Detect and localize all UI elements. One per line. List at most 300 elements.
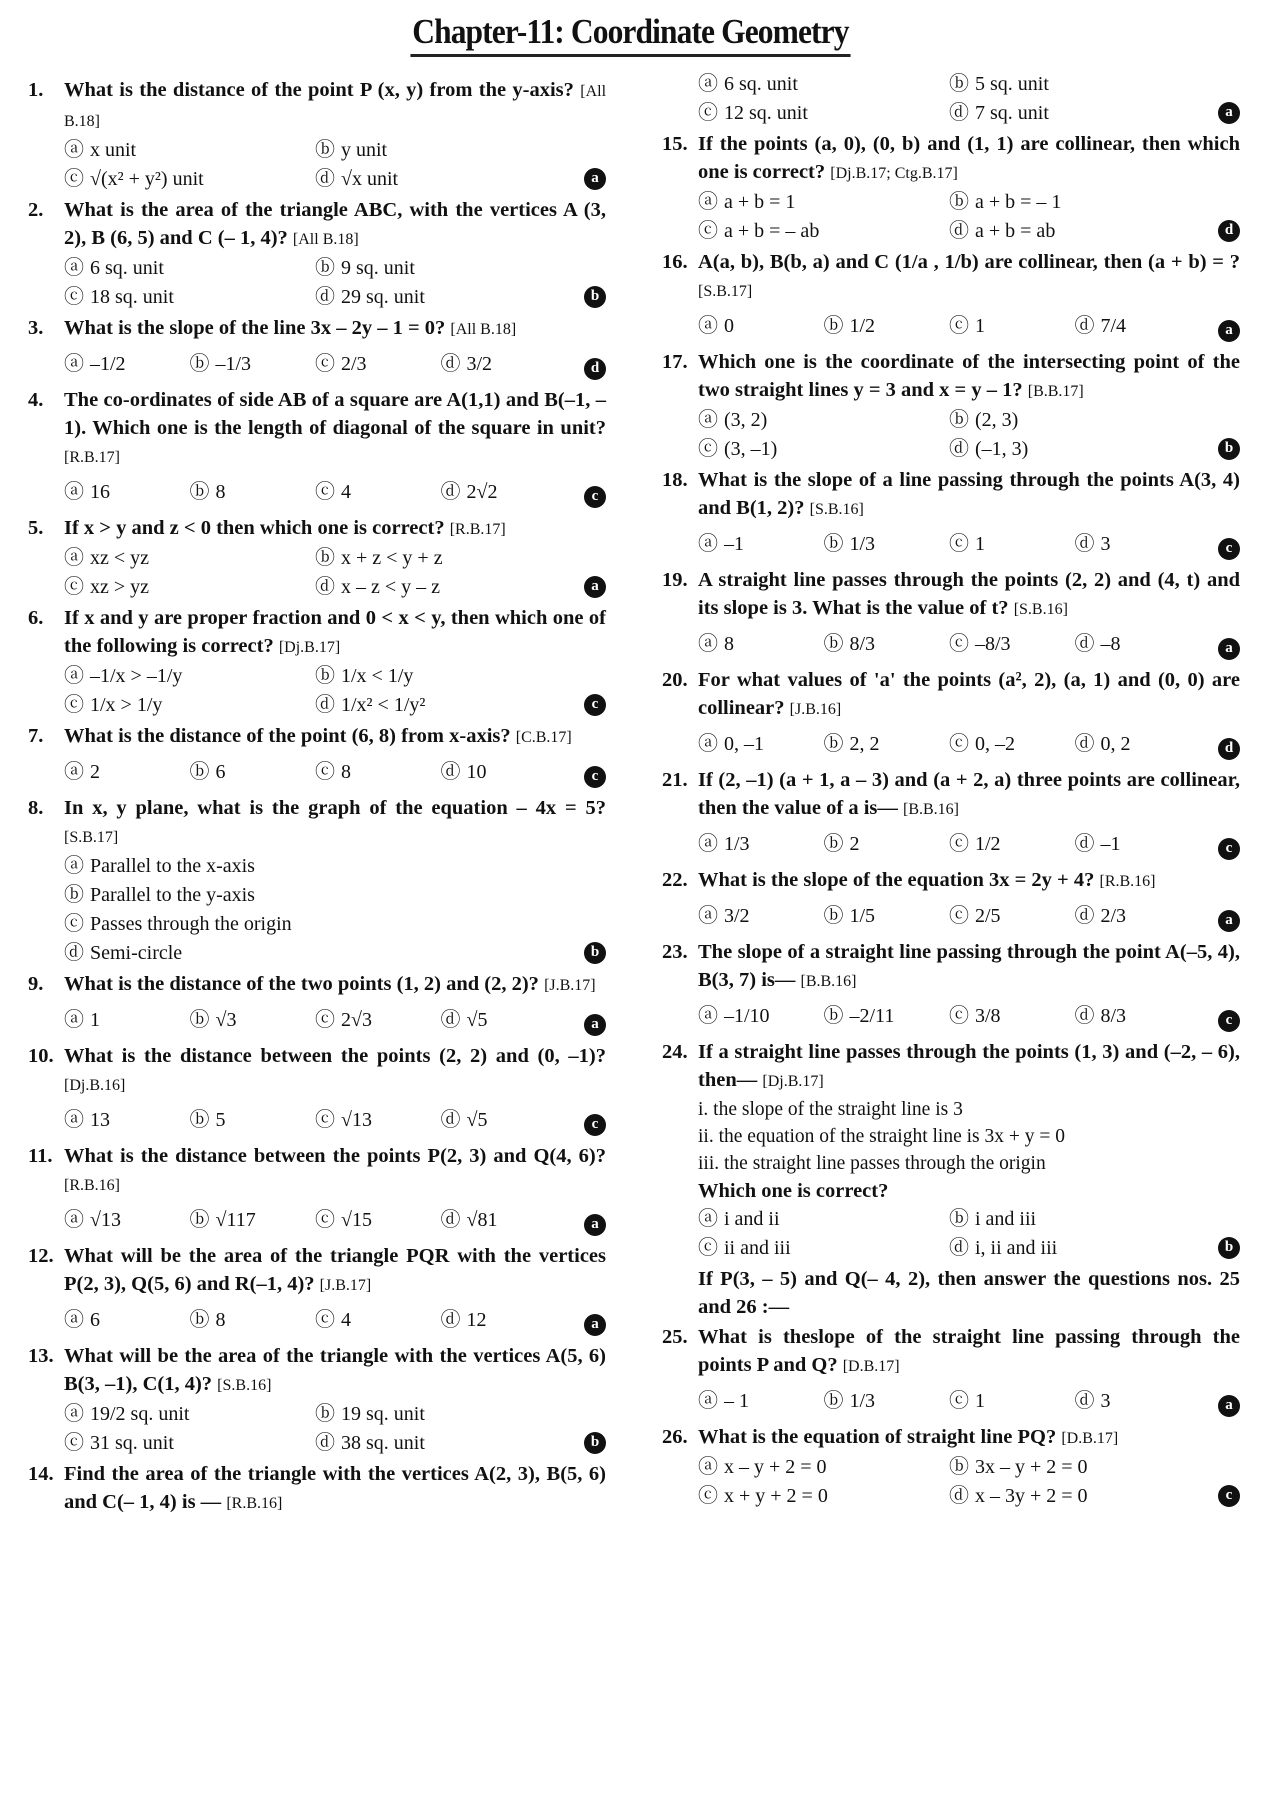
statement: i. the slope of the straight line is 3 (698, 1099, 963, 1120)
option-d[interactable] (1075, 896, 1201, 936)
question-number: 21. (662, 769, 688, 791)
option-letter-icon: ⓑ (315, 547, 335, 569)
options (28, 1400, 606, 1458)
question-body: If the points (a, 0), (0, b) and (1, 1) are collinear, then which one is correct? (698, 133, 1240, 183)
board-reference: [S.B.16] (809, 501, 864, 518)
answer-badge: b (584, 942, 606, 964)
answer-badge: c (584, 486, 606, 508)
option-letter-icon: ⓑ (189, 481, 210, 503)
option-text: 0, –1 (724, 733, 764, 755)
option-a[interactable] (698, 188, 949, 217)
board-reference: [All B.18] (450, 321, 517, 338)
option-text: 5 (215, 1109, 226, 1131)
option-b[interactable] (949, 188, 1200, 217)
option-b[interactable] (190, 1000, 316, 1040)
option-a[interactable] (64, 1100, 190, 1140)
answer-badge: c (584, 1114, 606, 1136)
option-a[interactable] (698, 1205, 949, 1234)
option-d[interactable] (1075, 306, 1201, 346)
option-letter-icon: ⓐ (64, 761, 84, 783)
question-body: If x and y are proper fraction and 0 < x < y, then which one of the following is correct? (64, 607, 606, 657)
option-b[interactable] (949, 406, 1200, 435)
question-item (28, 514, 606, 602)
option-letter-icon: ⓓ (1074, 833, 1095, 855)
option-letter-icon: ⓑ (189, 1309, 210, 1331)
option-letter-icon: ⓑ (315, 665, 335, 687)
option-text: 1/3 (849, 1390, 876, 1412)
option-text: a + b = – ab (724, 220, 820, 242)
option-letter-icon: ⓓ (440, 1309, 461, 1331)
question-item (662, 248, 1240, 346)
option-d[interactable] (64, 939, 566, 968)
option-d[interactable] (441, 1300, 567, 1340)
option-letter-icon: ⓓ (1074, 1390, 1095, 1412)
question-body: If (2, –1) (a + 1, a – 3) and (a + 2, a) three points are collinear, then the value of a is— (698, 769, 1240, 819)
option-text: –8/3 (975, 633, 1011, 655)
question-body: For what values of 'a' the points (a², 2), (a, 1) and (0, 0) are collinear? (698, 669, 1240, 719)
option-b[interactable] (190, 752, 316, 792)
options (662, 1453, 1240, 1511)
option-c[interactable] (949, 524, 1075, 564)
option-text: 19 sq. unit (341, 1403, 425, 1425)
option-a[interactable] (64, 1200, 190, 1240)
option-a[interactable] (64, 136, 315, 165)
option-letter-icon: ⓑ (823, 833, 844, 855)
question-body: What is the distance of the point (6, 8) from x-axis? (64, 725, 511, 747)
question-body: What is the distance of the two points (1, 2) and (2, 2)? (64, 973, 539, 995)
option-a[interactable] (698, 896, 824, 936)
question-item (662, 1423, 1240, 1511)
question-item (662, 938, 1240, 1036)
option-text: 7/4 (1100, 315, 1127, 337)
option-d[interactable] (315, 283, 566, 312)
option-letter-icon: ⓑ (315, 257, 335, 279)
option-b[interactable] (315, 544, 566, 573)
question-number: 19. (662, 569, 688, 591)
answer-badge: a (1218, 102, 1240, 124)
question-text (662, 348, 1240, 406)
option-letter-icon: ⓒ (64, 913, 84, 935)
option-b[interactable] (190, 472, 316, 512)
question-number: 16. (662, 251, 688, 273)
option-d[interactable] (949, 1234, 1200, 1263)
board-reference: [J.B.17] (319, 1277, 372, 1294)
option-letter-icon: ⓒ (698, 1485, 718, 1507)
option-letter-icon: ⓑ (189, 761, 210, 783)
option-text: 1/2 (975, 833, 1001, 855)
option-c[interactable] (64, 1429, 315, 1458)
option-b[interactable] (190, 1100, 316, 1140)
option-text: 10 (466, 761, 487, 783)
option-d[interactable] (315, 1429, 566, 1458)
board-reference: [Dj.B.17] (278, 639, 341, 656)
option-letter-icon: ⓐ (698, 315, 718, 337)
option-letter-icon: ⓒ (949, 533, 969, 555)
option-a[interactable] (64, 344, 190, 384)
option-d[interactable] (949, 1482, 1200, 1511)
option-d[interactable] (1075, 524, 1201, 564)
option-letter-icon: ⓒ (315, 1009, 335, 1031)
option-letter-icon: ⓓ (1074, 1005, 1095, 1027)
question-body: In x, y plane, what is the graph of the equation – 4x = 5? (64, 797, 606, 819)
option-c[interactable] (64, 283, 315, 312)
question-body: What is the slope of a line passing through the points A(3, 4) and B(1, 2)? (698, 469, 1240, 519)
option-d[interactable] (949, 217, 1200, 246)
option-text: –1/10 (724, 1005, 770, 1027)
option-letter-icon: ⓐ (64, 855, 84, 877)
option-a[interactable] (64, 1300, 190, 1340)
option-letter-icon: ⓒ (949, 633, 969, 655)
option-text: 4 (341, 481, 351, 503)
chapter-title-wrap (0, 12, 1261, 57)
option-letter-icon: ⓑ (189, 353, 210, 375)
question-body: A(a, b), B(b, a) and C (1/a , 1/b) are collinear, then (a + b) = ? (698, 251, 1240, 273)
question-text (28, 1342, 606, 1400)
question-number: 26. (662, 1426, 688, 1448)
option-text: 8 (215, 481, 226, 503)
option-letter-icon: ⓒ (315, 481, 335, 503)
option-text: √5 (466, 1009, 488, 1031)
option-text: √117 (215, 1209, 256, 1231)
question-text (662, 666, 1240, 724)
option-d[interactable] (441, 344, 567, 384)
option-letter-icon: ⓑ (189, 1009, 210, 1031)
answer-badge: a (584, 1314, 606, 1336)
question-text (662, 1038, 1240, 1096)
option-c[interactable] (698, 1234, 949, 1263)
option-text: 8 (724, 633, 734, 655)
option-text: √x unit (341, 168, 399, 190)
option-d[interactable] (315, 573, 566, 602)
option-text: –8 (1100, 633, 1121, 655)
option-text: 3/2 (466, 353, 493, 375)
option-c[interactable] (315, 472, 441, 512)
option-a[interactable] (64, 1400, 315, 1429)
answer-badge: a (1218, 1395, 1240, 1417)
option-a[interactable] (698, 624, 824, 664)
option-letter-icon: ⓓ (315, 694, 335, 716)
option-letter-icon: ⓒ (315, 1309, 335, 1331)
option-text: 1/x > 1/y (90, 694, 163, 716)
options (28, 1100, 606, 1140)
passage-text: If P(3, – 5) and Q(– 4, 2), then answer the questions nos. 25 and 26 :— (698, 1268, 1240, 1318)
option-b[interactable] (64, 881, 566, 910)
option-b[interactable] (190, 344, 316, 384)
option-c[interactable] (64, 910, 566, 939)
option-d[interactable] (1075, 824, 1201, 864)
option-d[interactable] (441, 1200, 567, 1240)
question-text (662, 766, 1240, 824)
option-a[interactable] (64, 752, 190, 792)
option-a[interactable] (698, 1453, 949, 1482)
question-number: 23. (662, 941, 688, 963)
option-text: (3, –1) (724, 438, 778, 460)
option-c[interactable] (949, 896, 1075, 936)
options (28, 662, 606, 720)
option-c[interactable] (949, 306, 1075, 346)
answer-badge: d (1218, 738, 1240, 760)
option-a[interactable] (64, 1000, 190, 1040)
board-reference: [D.B.17] (1061, 1430, 1119, 1447)
option-d[interactable] (315, 691, 566, 720)
options (662, 624, 1240, 664)
question-text (662, 248, 1240, 306)
question-number: 11. (28, 1145, 53, 1167)
question-number: 3. (28, 317, 44, 339)
option-a[interactable] (698, 70, 949, 99)
option-text: √81 (466, 1209, 498, 1231)
option-d[interactable] (441, 1000, 567, 1040)
option-c[interactable] (64, 165, 315, 194)
option-b[interactable] (315, 136, 566, 165)
option-a[interactable] (698, 306, 824, 346)
option-letter-icon: ⓐ (698, 833, 718, 855)
option-letter-icon: ⓑ (823, 1005, 844, 1027)
option-b[interactable] (315, 662, 566, 691)
option-text: 0 (724, 315, 734, 337)
option-b[interactable] (824, 624, 950, 664)
option-text: (–1, 3) (975, 438, 1029, 460)
question-body: Which one is the coordinate of the intersecting point of the two straight lines y = 3 and x = y – 1? (698, 351, 1240, 401)
option-letter-icon: ⓐ (64, 481, 84, 503)
option-a[interactable] (64, 254, 315, 283)
question-item (28, 1242, 606, 1340)
option-letter-icon: ⓓ (949, 102, 969, 124)
option-b[interactable] (824, 824, 950, 864)
question-body: What is the slope of the line 3x – 2y – 1 = 0? (64, 317, 446, 339)
option-a[interactable] (64, 544, 315, 573)
option-a[interactable] (698, 406, 949, 435)
option-a[interactable] (698, 996, 824, 1036)
option-c[interactable] (949, 624, 1075, 664)
option-a[interactable] (64, 472, 190, 512)
question-body: The slope of a straight line passing through the point A(–5, 4), B(3, 7) is— (698, 941, 1240, 991)
board-reference: [B.B.16] (800, 973, 857, 990)
option-letter-icon: ⓓ (315, 168, 335, 190)
option-a[interactable] (698, 1381, 824, 1421)
option-letter-icon: ⓒ (64, 1432, 84, 1454)
option-c[interactable] (315, 1300, 441, 1340)
option-letter-icon: ⓑ (823, 1390, 844, 1412)
option-d[interactable] (1075, 724, 1201, 764)
question-number: 22. (662, 869, 688, 891)
option-c[interactable] (949, 996, 1075, 1036)
option-b[interactable] (824, 724, 950, 764)
option-text: –1 (724, 533, 744, 555)
question-item (28, 1142, 606, 1240)
option-text: 38 sq. unit (341, 1432, 425, 1454)
option-c[interactable] (949, 1381, 1075, 1421)
question-number: 25. (662, 1326, 688, 1348)
option-letter-icon: ⓑ (823, 315, 844, 337)
option-text: 2, 2 (849, 733, 880, 755)
option-d[interactable] (949, 99, 1200, 128)
option-text: (3, 2) (724, 409, 768, 431)
option-text: 2√3 (341, 1009, 372, 1031)
option-text: 1 (90, 1009, 100, 1031)
option-c[interactable] (315, 752, 441, 792)
option-d[interactable] (1075, 624, 1201, 664)
question-number: 7. (28, 725, 44, 747)
question-body: What is the distance of the point P (x, y) from the y-axis? (64, 79, 574, 101)
options (662, 70, 1240, 128)
answer-badge: a (1218, 910, 1240, 932)
option-c[interactable] (315, 1100, 441, 1140)
option-letter-icon: ⓐ (698, 191, 718, 213)
option-c[interactable] (64, 573, 315, 602)
option-c[interactable] (698, 99, 949, 128)
option-letter-icon: ⓓ (949, 1237, 969, 1259)
option-letter-icon: ⓑ (64, 884, 84, 906)
option-letter-icon: ⓒ (698, 220, 718, 242)
option-b[interactable] (190, 1300, 316, 1340)
question-item (28, 386, 606, 512)
board-reference: [All B.18] (64, 83, 607, 130)
option-c[interactable] (315, 1000, 441, 1040)
option-c[interactable] (698, 1482, 949, 1511)
option-d[interactable] (441, 472, 567, 512)
options (28, 544, 606, 602)
option-letter-icon: ⓒ (698, 1237, 718, 1259)
question-text (662, 130, 1240, 188)
board-reference: [C.B.17] (515, 729, 572, 746)
option-letter-icon: ⓓ (315, 576, 335, 598)
option-d[interactable] (949, 435, 1200, 464)
question-number: 6. (28, 607, 44, 629)
option-text: √(x² + y²) unit (90, 168, 204, 190)
option-b[interactable] (824, 996, 950, 1036)
question-item (662, 1038, 1240, 1263)
option-d[interactable] (1075, 1381, 1201, 1421)
board-reference: [R.B.16] (1099, 873, 1156, 890)
option-a[interactable] (698, 824, 824, 864)
option-a[interactable] (64, 852, 566, 881)
options (28, 1000, 606, 1040)
option-text: Parallel to the y-axis (90, 884, 255, 906)
option-text: 6 (90, 1309, 100, 1331)
option-c[interactable] (949, 824, 1075, 864)
option-d[interactable] (441, 1100, 567, 1140)
option-letter-icon: ⓒ (698, 438, 718, 460)
question-item (662, 866, 1240, 936)
option-b[interactable] (315, 1400, 566, 1429)
option-text: 1/2 (849, 315, 876, 337)
answer-badge: b (584, 1432, 606, 1454)
option-b[interactable] (824, 306, 950, 346)
option-letter-icon: ⓑ (949, 1456, 969, 1478)
option-text: 3/8 (975, 1005, 1001, 1027)
option-text: xz < yz (90, 547, 150, 569)
question-text (28, 386, 606, 472)
option-b[interactable] (824, 524, 950, 564)
option-letter-icon: ⓒ (64, 694, 84, 716)
option-text: 2 (90, 761, 100, 783)
option-letter-icon: ⓑ (823, 905, 844, 927)
option-letter-icon: ⓐ (698, 1456, 718, 1478)
option-text: √13 (341, 1109, 372, 1131)
question-text (28, 1242, 606, 1300)
option-text: i and iii (975, 1208, 1037, 1230)
option-a[interactable] (698, 724, 824, 764)
option-b[interactable] (949, 1453, 1200, 1482)
question-body: If a straight line passes through the points (1, 3) and (–2, – 6), then— (698, 1041, 1240, 1091)
option-text: 0, –2 (975, 733, 1015, 755)
option-text: 0, 2 (1100, 733, 1131, 755)
option-text: –1/2 (90, 353, 126, 375)
question-number: 12. (28, 1245, 54, 1267)
option-c[interactable] (949, 724, 1075, 764)
option-letter-icon: ⓒ (64, 168, 84, 190)
options (28, 472, 606, 512)
option-c[interactable] (698, 217, 949, 246)
option-letter-icon: ⓐ (64, 257, 84, 279)
option-text: i and ii (724, 1208, 780, 1230)
option-text: x + y + 2 = 0 (724, 1485, 828, 1507)
board-reference: [Dj.B.17; Ctg.B.17] (830, 165, 958, 182)
board-reference: [S.B.16] (217, 1377, 272, 1394)
option-b[interactable] (949, 1205, 1200, 1234)
answer-badge: a (584, 1014, 606, 1036)
option-text: 7 sq. unit (975, 102, 1049, 124)
option-letter-icon: ⓓ (1074, 315, 1095, 337)
answer-badge: c (1218, 1485, 1240, 1507)
option-text: x unit (90, 139, 137, 161)
option-letter-icon: ⓒ (949, 315, 969, 337)
board-reference: [R.B.17] (64, 449, 120, 466)
option-letter-icon: ⓒ (315, 761, 335, 783)
option-letter-icon: ⓒ (315, 1209, 335, 1231)
option-b[interactable] (315, 254, 566, 283)
question-item (28, 76, 606, 194)
option-letter-icon: ⓑ (315, 1403, 335, 1425)
option-b[interactable] (824, 1381, 950, 1421)
option-text: –1 (1100, 833, 1121, 855)
option-d[interactable] (1075, 996, 1201, 1036)
question-number: 15. (662, 133, 688, 155)
option-a[interactable] (64, 662, 315, 691)
option-text: a + b = 1 (724, 191, 796, 213)
option-c[interactable] (315, 1200, 441, 1240)
option-d[interactable] (441, 752, 567, 792)
option-letter-icon: ⓐ (698, 533, 718, 555)
option-c[interactable] (698, 435, 949, 464)
option-text: 1/x² < 1/y² (341, 694, 426, 716)
option-text: x – 3y + 2 = 0 (975, 1485, 1088, 1507)
question-text (28, 1142, 606, 1200)
answer-badge: c (1218, 538, 1240, 560)
option-letter-icon: ⓒ (949, 833, 969, 855)
option-b[interactable] (824, 896, 950, 936)
option-letter-icon: ⓑ (315, 139, 335, 161)
option-b[interactable] (949, 70, 1200, 99)
option-letter-icon: ⓑ (949, 409, 969, 431)
option-a[interactable] (698, 524, 824, 564)
option-text: 8/3 (849, 633, 876, 655)
option-b[interactable] (190, 1200, 316, 1240)
question-number: 24. (662, 1041, 688, 1063)
option-letter-icon: ⓒ (949, 905, 969, 927)
option-text: 12 sq. unit (724, 102, 808, 124)
option-c[interactable] (315, 344, 441, 384)
question-text (28, 604, 606, 662)
answer-badge: a (584, 1214, 606, 1236)
question-text (28, 76, 606, 136)
option-text: a + b = – 1 (975, 191, 1062, 213)
option-letter-icon: ⓑ (189, 1209, 210, 1231)
option-c[interactable] (64, 691, 315, 720)
option-text: x + z < y + z (341, 547, 443, 569)
option-d[interactable] (315, 165, 566, 194)
